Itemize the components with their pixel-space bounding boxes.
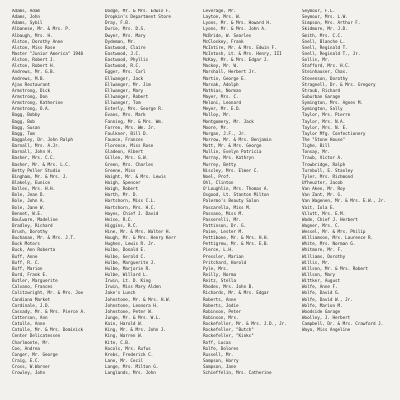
name-entry: Tighe, Bill	[302, 144, 330, 150]
name-entry: Robinson, Mrs.	[203, 316, 239, 322]
name-entry: Johnstone, Leonora H.	[105, 303, 159, 309]
name-entry: Buck, Ann Roberta	[12, 248, 56, 254]
name-entry: Bingham, Mr. & Mrs. J.	[12, 174, 68, 180]
name-entry: Rockefeller, "Kinks"	[203, 334, 254, 340]
name-entry: Candiana Market	[12, 297, 51, 303]
name-entry: Haight, Mr. & Mrs. Lewis	[105, 174, 166, 180]
name-entry: Andrews, Mr. G.B.	[12, 70, 56, 76]
name-entry: Jake's Lunch	[105, 291, 136, 297]
name-entry: Florence, Miss Rose	[105, 144, 154, 150]
name-entry: Pettibone, Mr. & Mrs. H.H.	[203, 236, 269, 242]
name-entry: Rolfe, Dolores	[203, 346, 239, 352]
name-entry: Buchanan, Mr. & Mrs. J.T.	[12, 236, 76, 242]
name-entry: Charlmonte, Mr.	[12, 340, 51, 346]
name-entry: Pettigrew, Mr. & Mrs. E.B.	[203, 242, 269, 248]
name-entry: Snell, Reginald T., Jr.	[302, 51, 361, 57]
name-entry: Armstrong, Dick	[12, 88, 51, 94]
name-entry: Hulbe, Willard L.	[105, 273, 149, 279]
name-entry: Simpson, Mrs. Arthur F.	[302, 21, 361, 27]
name-column-4	[302, 9, 400, 334]
name-entry: Traub, Victor A.	[302, 156, 343, 162]
name-entry: Ajax Restaurant	[12, 82, 51, 88]
name-entry: Osgood, Lt. Stanton Milton	[203, 193, 269, 199]
name-entry: Greene, Miss	[105, 168, 136, 174]
name-entry: Wolfe, Marion M.	[302, 303, 343, 309]
name-entry: Murray, Mrs. Kathryn	[203, 156, 254, 162]
name-entry: Dray, F.B.	[105, 21, 131, 27]
name-column-1	[12, 9, 110, 377]
name-entry: Alston, Dorothy Anne	[12, 39, 63, 45]
name-entry: Catalle, Anne	[12, 322, 45, 328]
name-entry: Turnbull, E. Stanley	[302, 168, 353, 174]
name-entry: Gillen, Mrs. G.W.	[105, 156, 149, 162]
name-entry: Hulbe, Gerald C.	[105, 254, 146, 260]
name-column-2	[105, 9, 203, 377]
name-entry: Adams, Sybil	[12, 21, 43, 27]
name-entry: Vilutt, Mrs. E.M.	[302, 211, 346, 217]
name-entry: Roff, Lucas	[203, 340, 231, 346]
name-entry: Steinhauser, Chas.	[302, 70, 348, 76]
name-entry: Mackey, Mr. W.	[203, 64, 239, 70]
name-entry: Faunce, Frances	[105, 137, 144, 143]
name-entry: Armstrong, O.A.	[12, 107, 51, 113]
name-entry: Stragnell, Dr. & Mrs. Gregory	[302, 82, 376, 88]
name-entry: Passerelli, Mr.	[203, 217, 242, 223]
name-entry: Seymour, Mrs. L.W.	[302, 15, 348, 21]
name-entry: Schieffelin, Mrs. Catherine	[203, 371, 272, 377]
name-entry: Betty Peller Studio	[12, 168, 61, 174]
name-entry: Morgan, J.F., Jr.	[203, 131, 247, 137]
name-entry: Bolles, Mrs. H.H.	[12, 187, 56, 193]
name-entry: King, Mr. & Mrs. John J.	[105, 328, 166, 334]
name-entry: Campbell, Dr. & Mrs. Crawford J.	[302, 322, 384, 328]
name-entry: Hughes, Lewis R. Jr.	[105, 242, 156, 248]
name-entry: Catalle, Mr. & Mrs. Dominick	[12, 328, 84, 334]
name-entry: Lange, Mrs. Milton G.	[105, 365, 159, 371]
name-entry: Sollis, Mr.	[302, 58, 330, 64]
name-entry: Eastwood, R.C.	[105, 64, 141, 70]
name-entry: Baggaley, Dr. John Ralph	[12, 137, 73, 143]
name-entry: Haigh, Spencer	[105, 180, 141, 186]
name-entry: Willis, Mr.	[302, 260, 330, 266]
name-entry: Brush, Dorothy	[12, 230, 48, 236]
name-entry: Harth, Mr. D.	[105, 193, 138, 199]
name-entry: Palermo's Beauty Salon	[203, 199, 259, 205]
name-entry: Mayer, Mrs. C.	[203, 94, 239, 100]
name-entry: Pascarella, Miss M.	[203, 205, 252, 211]
name-entry: Wolfe, David W., Jr.	[302, 297, 353, 303]
name-entry: Adams, Adam	[12, 9, 40, 14]
name-entry: Roberts, Jodie	[203, 303, 239, 309]
name-entry: Dropkin's Department Store	[105, 15, 171, 21]
name-entry: Farren, Mrs. Wm. Jr.	[105, 125, 156, 131]
name-entry: Armstrong, Katherine	[12, 101, 63, 107]
name-entry: Wolfe, David G.	[302, 291, 341, 297]
name-entry: Egger, Mrs. Carl	[105, 70, 146, 76]
name-column-3	[203, 9, 301, 377]
name-entry: Crowley, John	[12, 371, 45, 377]
name-entry: Wessel, Mr. & Mrs. Philip	[302, 230, 366, 236]
name-entry: Marshall, Herbert Jr.	[203, 70, 257, 76]
name-entry: Esterly, Mrs. George R.	[105, 107, 164, 113]
name-entry: Catterson, Ann	[12, 316, 48, 322]
name-entry: Cross, W.Warner	[12, 365, 51, 371]
name-entry: Alston, Robert J.	[12, 58, 56, 64]
name-entry: Krebs, Frederick C.	[105, 352, 154, 358]
name-entry: Dydeman, Mr.	[105, 39, 136, 45]
name-entry: Lyons, Mr. & Mrs. John A.	[203, 27, 267, 33]
name-entry: Buff, Anne	[12, 254, 38, 260]
name-entry: Craig, E.C.	[12, 359, 40, 365]
name-entry: Taylor, Mrs. N. E.	[302, 125, 348, 131]
name-entry: Roberts, Anne	[203, 297, 236, 303]
name-entry: Hulbe, Marjorie R.	[105, 266, 151, 272]
name-entry: Calitzwright, Mr. & Mrs. Joe	[12, 291, 84, 297]
name-entry: Durie, Mrs. D.S.	[105, 27, 146, 33]
name-entry: Lane, Mr. Cecil	[105, 359, 144, 365]
name-entry: Marsak, Adolph	[203, 82, 239, 88]
name-entry: Cardinale, J.D.	[12, 303, 51, 309]
name-entry: Fanning, Mr. & Mrs. Wm.	[105, 119, 164, 125]
name-entry: Ellwanger, Mary	[105, 88, 144, 94]
name-entry: Bagg, Tom	[12, 131, 35, 137]
name-entry: Bole, Jane W.	[12, 205, 45, 211]
name-entry: Calvano, Frances	[12, 285, 53, 291]
name-entry: Haigh, Robert	[105, 187, 138, 193]
name-entry: Faulkner, Bill D.	[105, 131, 149, 137]
name-entry: Rockefeller, "Butch"	[203, 328, 254, 334]
name-entry: Reilly, Norma	[203, 273, 236, 279]
name-entry: Evans, Mrs. Mark	[105, 113, 146, 119]
name-entry: Pattinson, Dr. G.	[203, 223, 247, 229]
name-entry: Van Aken, Mr. Roy	[302, 187, 346, 193]
name-entry: Irwin, Lt. D. King	[105, 279, 151, 285]
name-entry: Willson, Mr. & Mrs. Robert	[302, 266, 368, 272]
name-entry: Hough, Mr. & Mrs. Henry Kerr	[105, 236, 177, 242]
name-entry: Bennet, W.E.	[12, 211, 43, 217]
name-entry: Taylor, Mrs. N.A.	[302, 119, 346, 125]
name-entry: Kocols, Mrs. Rufus	[105, 346, 151, 352]
name-entry: Albaugh, Mrs. H.	[12, 33, 53, 39]
name-entry: Meyer, Mr. E.D.	[203, 107, 242, 113]
name-entry: Reitz, Stella	[203, 279, 236, 285]
name-entry: Bradley, Richard	[12, 223, 53, 229]
name-entry: Layton, Mrs. W.	[203, 15, 242, 21]
name-entry: Center Delicatessen	[12, 334, 61, 340]
name-entry: Symington, Sally	[302, 107, 343, 113]
name-entry: Pierce, L.H.	[203, 248, 234, 254]
name-entry: Johnstone, Peter W.	[105, 309, 154, 315]
name-entry: Pressler, Marian	[203, 254, 244, 260]
name-entry: Wade, Chief J. Herbert	[302, 217, 358, 223]
name-entry: Coe, Andrea	[12, 346, 40, 352]
name-entry: Junge, Mr. & Mrs. W.L.	[105, 316, 161, 322]
name-entry: Bole, John A.	[12, 199, 45, 205]
name-entry: Mathias, Norman	[203, 88, 242, 94]
name-entry: Higgins, R.C.	[105, 223, 138, 229]
name-entry: King, Warren W.	[105, 334, 144, 340]
name-entry: McCloskey, Frank	[203, 39, 244, 45]
name-entry: Snell, Reginald T.	[302, 45, 348, 51]
name-entry: Van Zant, Mr. G.	[302, 193, 343, 199]
name-entry: Eastwood, J.C.	[105, 51, 141, 57]
name-entry: McIntosh, Lt. & Mrs. Henry, III	[203, 51, 282, 57]
name-entry: Ohl, Clinton	[203, 180, 234, 186]
name-entry: Conger, Mr. George	[12, 352, 58, 358]
name-entry: White, Mrs. Norman G.	[302, 242, 356, 248]
name-entry: Meloni, Leonard	[203, 101, 242, 107]
name-entry: Rockefeller, Mr. & Mrs. J.D., Jr.	[203, 322, 287, 328]
name-entry: Alston, Miss Rose	[12, 45, 56, 51]
name-entry: Langlands, Mrs. John	[105, 371, 156, 377]
name-entry: Hayes, Chief J. David	[105, 211, 159, 217]
name-entry: Alston, Robert H.	[12, 64, 56, 70]
name-entry: McBride, W. Searles	[203, 33, 252, 39]
name-entry: Dodge, Mr. & Mrs. Edwin F.	[105, 9, 171, 14]
name-entry: Green, Mrs. Charles	[105, 162, 154, 168]
name-entry: Taylor, Mrs. Pierre	[302, 113, 351, 119]
name-entry: Hartshorn, Miss C.L.	[105, 199, 156, 205]
name-entry: Cassady, Mr. & Mrs. Pierce A.	[12, 309, 86, 315]
name-entry: Bagg, Susan	[12, 125, 40, 131]
name-entry: Heise, R.C.	[105, 217, 133, 223]
name-entry: Boulware, Madeline	[12, 217, 58, 223]
name-entry: Basher, Mrs. C.C.	[12, 156, 56, 162]
name-entry: Wagner, Mrs. C.	[302, 223, 341, 229]
name-entry: Tyler, Mrs. Richmond	[302, 174, 353, 180]
name-entry: Montgomery, Mr. Jack	[203, 119, 254, 125]
name-entry: Wittker, August	[302, 279, 341, 285]
name-entry: Williams, Dorothy	[302, 254, 346, 260]
name-entry: Lyons, Mr. & Mrs. Howard H.	[203, 21, 272, 27]
name-entry: Kite, C.B.	[105, 340, 131, 346]
name-entry: Whitmore, Mr. F.	[302, 248, 343, 254]
name-entry: Eastwood, Claire	[105, 45, 146, 51]
name-entry: Woodside Garage	[302, 309, 341, 315]
name-entry: Sampson, Jane	[203, 365, 236, 371]
name-entry: Basher, Mr. & Mrs. L.C.	[12, 162, 71, 168]
name-entry: Hine, Mr. & Mrs. Walter H.	[105, 230, 171, 236]
name-entry: Blakely, Eunice	[12, 180, 51, 186]
name-entry: Master "Junior America" 1940	[12, 51, 84, 57]
name-entry: McKay, Mr. & Mrs. Edgar J.	[203, 58, 269, 64]
name-entry: Stevenson, Dorothy	[302, 76, 348, 82]
name-entry: Moore, Mr.	[203, 125, 229, 131]
name-entry: Wayo, Miss Angeline	[302, 328, 351, 334]
name-entry: McIntire, Mr. & Mrs. Edwin F.	[203, 45, 277, 51]
name-entry: Rhodes, Mrs. John B.	[203, 285, 254, 291]
name-entry: Ellwanger, Tom	[105, 101, 141, 107]
name-entry: Armstrong, Don	[12, 94, 48, 100]
name-entry: Buff, R. C.	[12, 260, 40, 266]
name-entry: Buff, Marion	[12, 266, 43, 272]
name-entry: Mullin, Evelyn Patricia	[203, 150, 262, 156]
name-entry: Martin, George E.	[203, 76, 247, 82]
name-entry: Snell, Blanche L.	[302, 39, 346, 45]
name-entry: Seymour, F.L.	[302, 9, 335, 14]
name-entry: Symington, Mrs. Agnes M.	[302, 101, 363, 107]
name-entry: Bole, Jean D.	[12, 193, 45, 199]
name-entry: Robinson, Peter	[203, 309, 242, 315]
name-entry: Murrey, Betty	[203, 162, 236, 168]
name-entry: Woolley, J. Herbert	[302, 316, 351, 322]
name-entry: Burd, Frank E.	[12, 273, 48, 279]
name-entry: Kain, Harold W.	[105, 322, 144, 328]
name-entry: Butler, Marguerite	[12, 279, 58, 285]
name-entry: Pritchard, Harold	[203, 260, 247, 266]
name-entry: Vait, Iola E.	[302, 205, 335, 211]
name-entry: Ellwanger, Jack	[105, 76, 144, 82]
name-entry: Wolfe, Anne F.	[302, 285, 338, 291]
name-entry: Pyle, Mrs.	[203, 266, 229, 272]
name-entry: Williamson, Mrs. Laurence R.	[302, 236, 374, 242]
name-entry: Noel, Prof.	[203, 174, 231, 180]
name-entry: Adams, John	[12, 15, 40, 21]
name-entry: Tonsay, Mr.	[302, 150, 330, 156]
name-entry: Mott, Mr. & Mrs. George	[203, 144, 262, 150]
name-entry: Richards, Mr. & Mrs. Edgar	[203, 291, 269, 297]
name-entry: Skidmore, Mr. J.D.	[302, 27, 348, 33]
name-entry: Morrow, Mr. & Mrs. Benjamin	[203, 137, 272, 143]
name-entry: Ellwanger, Robert	[105, 94, 149, 100]
name-entry: The "Stone House"	[302, 137, 346, 143]
name-entry: Eastwood, Phyllis	[105, 58, 149, 64]
name-entry: Ellwanger, Mr. Jim	[105, 82, 151, 88]
name-entry: Straub, Richard	[302, 88, 341, 94]
name-entry: Bagg, Bobby	[12, 113, 40, 119]
name-entry: Nissley, Mrs. Elmer C.	[203, 168, 259, 174]
name-entry: Paine, Lester M.	[203, 230, 244, 236]
name-entry: Leverage, Mr.	[203, 9, 236, 14]
name-entry: Ufheuzter, Jacob	[302, 180, 343, 186]
name-entry: Smith, Mrs. C.C.	[302, 33, 343, 39]
name-entry: Barnall, John H.	[12, 150, 53, 156]
name-entry: Dwyer, Mrs. Mary	[105, 33, 146, 39]
name-entry: Buck Motors	[12, 242, 40, 248]
name-entry: Hulbe, Marguerite J.	[105, 260, 156, 266]
name-entry: Andrews, M.B.	[12, 76, 45, 82]
name-entry: Irwin, Miss Mary Alden	[105, 285, 161, 291]
name-entry: Willson, Mary	[302, 273, 335, 279]
name-entry: Sampson, Harry	[203, 359, 239, 365]
name-entry: Russell, Mr.	[203, 352, 234, 358]
name-entry: Taylor Mfg. Confectionery	[302, 131, 366, 137]
name-entry: O'Loughlin, Mrs. Thomas A.	[203, 187, 269, 193]
name-entry: Hartshorn, Mrs. H.C.	[105, 205, 156, 211]
name-entry: Passano, Miss M.	[203, 211, 244, 217]
name-entry: Gladeon, Albert	[105, 150, 144, 156]
name-entry: Stafford, Mrs. H.C.	[302, 64, 351, 70]
name-entry: Molloy, Mr.	[203, 113, 231, 119]
name-entry: Suburban Garage	[302, 94, 341, 100]
name-entry: Johnstone, Mr. & Mrs. H.W.	[105, 297, 171, 303]
name-entry: Albanese, Mr. & Mrs. P.	[12, 27, 71, 33]
name-entry: Trowbridge, Ralph	[302, 162, 346, 168]
name-entry: Hulbe, Donald E.	[105, 248, 146, 254]
name-entry: Van Wagenen, Mr. & Mrs. E.W., Jr.	[302, 199, 386, 205]
name-entry: Bagg, Bob	[12, 119, 35, 125]
name-entry: Barnall, Mrs. A.Jr.	[12, 144, 61, 150]
